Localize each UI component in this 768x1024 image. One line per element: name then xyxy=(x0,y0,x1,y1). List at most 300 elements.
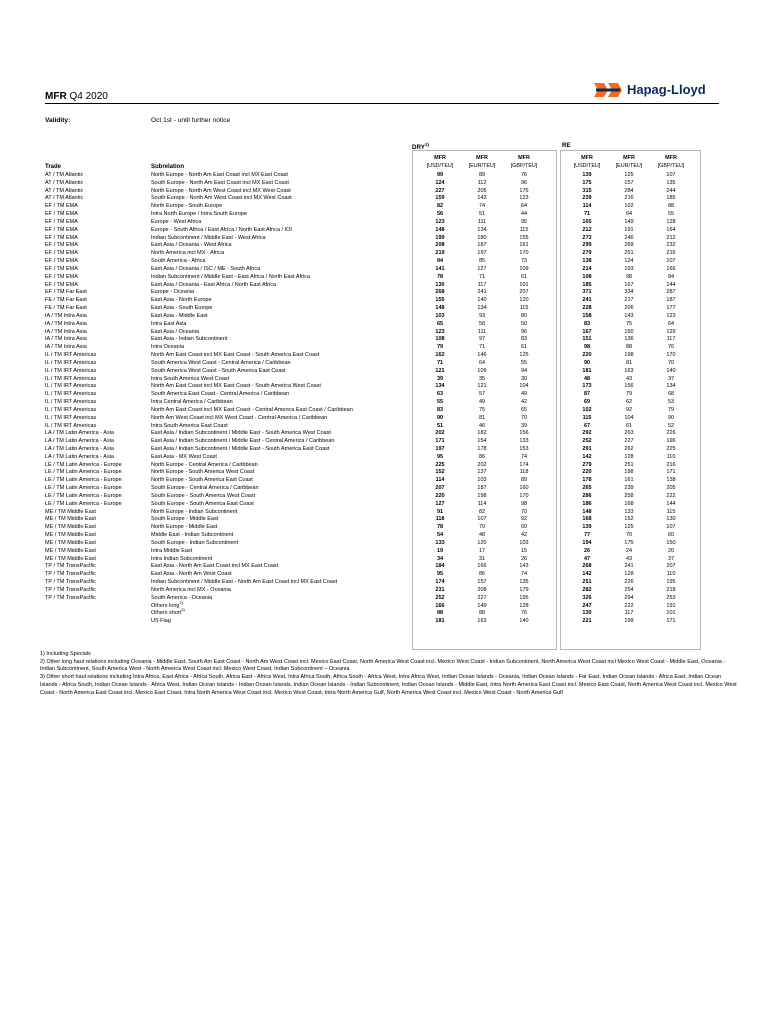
reefer-usd-cell: 175 xyxy=(582,179,592,186)
dry-usd-cell: 127 xyxy=(435,500,445,507)
subrelation-cell: South Europe - Indian Subcontinent xyxy=(151,539,239,546)
dry-eur-cell: 111 xyxy=(477,328,487,335)
trade-cell: EF / TM EMA xyxy=(45,226,78,233)
table-row xyxy=(0,266,768,274)
dry-usd-cell: 114 xyxy=(435,477,445,484)
reefer-gbp-cell: 117 xyxy=(666,336,676,343)
reefer-eur-cell: 222 xyxy=(624,602,634,609)
trade-cell: LE / TM Latin America - Europe xyxy=(45,469,122,476)
dry-usd-cell: 90 xyxy=(436,414,444,421)
subrelation-cell: Intra South America West Coast xyxy=(151,375,230,382)
dry-eur-cell: 197 xyxy=(477,250,487,257)
dry-gbp-cell: 115 xyxy=(519,226,529,233)
reefer-eur-cell: 193 xyxy=(624,265,634,272)
subrelation-cell: East Asia / Oceania - West Africa xyxy=(151,242,232,249)
subrelation-cell: North Europe - North Am West Coast incl MX West Coast xyxy=(151,187,291,194)
table-row xyxy=(0,516,768,524)
reefer-usd-cell: 282 xyxy=(582,586,592,593)
table-row xyxy=(0,579,768,587)
dry-eur-cell: 166 xyxy=(477,563,487,570)
subrelation-cell: South Europe - Central America / Caribbean xyxy=(151,485,259,492)
dry-usd-cell: 174 xyxy=(435,579,445,586)
reefer-eur-cell: 79 xyxy=(625,391,633,398)
table-row xyxy=(0,313,768,321)
reefer-eur-cell: 241 xyxy=(624,563,634,570)
table-row xyxy=(0,289,768,297)
dry-eur-cell: 75 xyxy=(478,406,486,413)
dry-eur-cell: 178 xyxy=(477,445,487,452)
dry-eur-cell: 64 xyxy=(478,359,486,366)
table-row xyxy=(0,454,768,462)
dry-gbp-cell: 170 xyxy=(519,492,529,499)
dry-eur-cell: 137 xyxy=(477,469,487,476)
dry-usd-cell: 207 xyxy=(435,485,445,492)
dry-eur-cell: 208 xyxy=(477,586,487,593)
dry-eur-cell: 31 xyxy=(478,555,486,562)
dry-usd-cell: 99 xyxy=(436,172,444,178)
reefer-eur-cell: 75 xyxy=(625,320,633,327)
dry-gbp-cell: 74 xyxy=(520,453,528,460)
reefer-usd-cell: 98 xyxy=(583,344,591,351)
dry-usd-cell: 134 xyxy=(435,383,445,390)
subrelation-cell: North Europe - Middle East xyxy=(151,524,218,531)
dry-eur-cell: 149 xyxy=(477,602,487,609)
reefer-gbp-cell: 76 xyxy=(667,344,675,351)
reefer-gbp-cell: 115 xyxy=(666,508,676,515)
reefer-usd-cell: 71 xyxy=(583,211,591,218)
table-row xyxy=(0,376,768,384)
subrelation-cell: Intra Middle East xyxy=(151,547,193,554)
reefer-usd-cell: 326 xyxy=(582,594,592,601)
reefer-eur-cell: 149 xyxy=(624,218,634,225)
reefer-eur-cell: 262 xyxy=(624,445,634,452)
dry-eur-cell: 48 xyxy=(478,532,486,539)
reefer-eur-cell: 258 xyxy=(624,492,634,499)
reefer-eur-cell: 128 xyxy=(624,453,634,460)
subrelation-cell: South Europe - North Am West Coast incl MX West Coast xyxy=(151,195,292,202)
dry-eur-cell: 85 xyxy=(478,258,486,265)
table-row xyxy=(0,462,768,470)
reefer-gbp-cell: 55 xyxy=(667,211,675,218)
dry-gbp-cell: 64 xyxy=(520,203,528,210)
reefer-usd-cell: 292 xyxy=(582,430,592,437)
dry-gbp-cell: 123 xyxy=(519,195,529,202)
reefer-eur-cell: 125 xyxy=(624,172,634,178)
dry-usd-cell: 171 xyxy=(435,438,445,445)
dry-eur-cell: 71 xyxy=(478,273,486,280)
dry-gbp-cell: 125 xyxy=(519,352,529,359)
reefer-eur-cell: 168 xyxy=(624,500,634,507)
dry-eur-cell: 134 xyxy=(477,226,487,233)
dry-eur-cell: 109 xyxy=(477,367,487,374)
reefer-gbp-cell: 123 xyxy=(666,312,676,319)
dry-eur-cell: 187 xyxy=(477,485,487,492)
reefer-eur-cell: 284 xyxy=(624,187,634,194)
dry-usd-cell: 55 xyxy=(436,399,444,406)
dry-usd-cell: 197 xyxy=(435,445,445,452)
dry-gbp-cell: 153 xyxy=(519,445,529,452)
trade-cell: ME / TM Middle East xyxy=(45,516,96,523)
reefer-usd-cell: 102 xyxy=(582,406,592,413)
dry-gbp-cell: 42 xyxy=(520,399,528,406)
subrelation-cell: Indian Subcontinent / Middle East - East Africa / North East Africa xyxy=(151,273,310,280)
trade-cell: TP / TM TransPacific xyxy=(45,563,96,570)
trade-cell: LE / TM Latin America - Europe xyxy=(45,492,122,499)
reefer-eur-cell: 206 xyxy=(624,305,634,312)
dry-eur-cell: 157 xyxy=(477,579,487,586)
subrelation-cell: East Asia - Indian Subcontinent xyxy=(151,336,228,343)
table-row xyxy=(0,563,768,571)
reefer-usd-cell: 251 xyxy=(582,579,592,586)
dry-eur-cell: 81 xyxy=(478,414,486,421)
dry-usd-cell: 34 xyxy=(436,555,444,562)
dry-gbp-cell: 65 xyxy=(520,406,528,413)
dry-eur-cell: 112 xyxy=(477,179,487,186)
reefer-eur-cell: 150 xyxy=(624,328,634,335)
reefer-gbp-cell: 79 xyxy=(667,406,675,413)
reefer-usd-cell: 142 xyxy=(582,453,592,460)
dry-gbp-cell: 80 xyxy=(520,312,528,319)
reefer-gbp-cell: 70 xyxy=(667,359,675,366)
dry-gbp-cell: 179 xyxy=(519,586,529,593)
reefer-usd-cell: 265 xyxy=(582,485,592,492)
subrelation-cell: East Asia / Oceania - East Africa / North East Africa xyxy=(151,281,277,288)
dry-usd-cell: 91 xyxy=(436,508,444,515)
subrelation-cell: Intra Indian Subcontinent xyxy=(151,555,213,562)
reefer-eur-cell: 251 xyxy=(624,250,634,257)
dry-eur-cell: 35 xyxy=(478,375,486,382)
dry-usd-cell: 152 xyxy=(435,469,445,476)
trade-cell: LA / TM Latin America - Asia xyxy=(45,445,114,452)
dry-usd-cell: 148 xyxy=(435,226,445,233)
dry-gbp-cell: 95 xyxy=(520,218,528,225)
table-row xyxy=(0,360,768,368)
subrelation-cell: South Europe - South America East Coast xyxy=(151,500,254,507)
logo-wordmark: Hapag-Lloyd xyxy=(627,82,706,97)
reefer-eur-cell: 61 xyxy=(625,422,633,429)
reefer-gbp-cell: 191 xyxy=(666,602,676,609)
dry-usd-cell: 199 xyxy=(435,234,445,241)
reefer-usd-cell: 214 xyxy=(582,265,592,272)
dry-eur-cell: 143 xyxy=(477,195,487,202)
dry-gbp-cell: 155 xyxy=(519,234,529,241)
table-row xyxy=(0,352,768,360)
reefer-gbp-cell: 84 xyxy=(667,273,675,280)
dry-usd-cell: 208 xyxy=(435,242,445,249)
reefer-eur-cell: 263 xyxy=(624,430,634,437)
dry-gbp-cell: 174 xyxy=(519,461,529,468)
reefer-gbp-cell: 185 xyxy=(666,195,676,202)
table-row xyxy=(0,235,768,243)
table-row xyxy=(0,501,768,509)
reefer-eur-cell: 199 xyxy=(624,618,634,625)
subrelation-cell: South America - Africa xyxy=(151,258,206,265)
subrelation-cell: South Europe - South America West Coast xyxy=(151,492,256,499)
reefer-gbp-cell: 166 xyxy=(666,265,676,272)
trade-cell: IL / TM IRT Americas xyxy=(45,383,97,390)
reefer-gbp-cell: 205 xyxy=(666,485,676,492)
dry-usd-cell: 78 xyxy=(436,524,444,531)
table-row xyxy=(0,548,768,556)
reefer-gbp-cell: 107 xyxy=(666,524,676,531)
trade-cell: EF / TM EMA xyxy=(45,265,78,272)
table-row xyxy=(0,446,768,454)
subrelation-cell: Intra Central America / Caribbean xyxy=(151,399,233,406)
dry-gbp-cell: 42 xyxy=(520,532,528,539)
reefer-gbp-cell: 110 xyxy=(666,453,676,460)
subrelation-cell: North Am West Coast incl MX West Coast - Central America / Caribbean xyxy=(151,414,328,421)
trade-cell: LA / TM Latin America - Asia xyxy=(45,453,114,460)
subrelation-cell: North Europe - North Am East Coast incl MX East Coast xyxy=(151,172,288,178)
dry-gbp-cell: 92 xyxy=(520,516,528,523)
reefer-usd-cell: 69 xyxy=(583,399,591,406)
table-row xyxy=(0,329,768,337)
reefer-usd-cell: 90 xyxy=(583,359,591,366)
reefer-gbp-cell: 128 xyxy=(666,218,676,225)
reefer-usd-cell: 181 xyxy=(582,367,592,374)
dry-eur-cell: 17 xyxy=(478,547,486,554)
dry-eur-cell: 134 xyxy=(477,305,487,312)
table-row xyxy=(0,532,768,540)
reefer-eur-cell: 157 xyxy=(624,179,634,186)
table-row xyxy=(0,321,768,329)
reefer-eur-cell: 70 xyxy=(625,532,633,539)
dry-eur-cell: 74 xyxy=(478,203,486,210)
table-row xyxy=(0,415,768,423)
dry-eur-cell: 107 xyxy=(477,516,487,523)
dry-gbp-cell: 70 xyxy=(520,508,528,515)
reefer-eur-cell: 152 xyxy=(624,516,634,523)
reefer-eur-cell: 156 xyxy=(624,383,634,390)
reefer-eur-cell: 191 xyxy=(624,226,634,233)
footnote-marker: 3) xyxy=(181,607,185,613)
subrelation-cell: North Europe - South America East Coast xyxy=(151,477,253,484)
dry-gbp-cell: 49 xyxy=(520,391,528,398)
trade-cell: IL / TM IRT Americas xyxy=(45,367,97,374)
subrelation-cell: East Asia / Indian Subcontinent / Middle East - South America East Coast xyxy=(151,445,330,452)
dry-gbp-cell: 50 xyxy=(520,320,528,327)
dry-eur-cell: 180 xyxy=(477,234,487,241)
subrelation-cell: North Europe - Central America / Caribbean xyxy=(151,461,258,468)
dry-gbp-cell: 128 xyxy=(519,602,529,609)
dry-eur-cell: 82 xyxy=(478,508,486,515)
footnote: 2) Other long haul relations including Oceania - Middle East, South Am East Coast - North Am West Coast incl. Mexico East Coast, North America West Coast incl. Mexico West Coast - Indian Subcontinent, North America West Coast incl Mexico West Coast - Middle East, Oceania - Indian Subcontinent, South America West - North America West Coast incl. Mexico West Coast, Indian Subcontinent – Oceania xyxy=(40,658,726,673)
subrelation-cell: Europe - West Africa xyxy=(151,218,202,225)
reefer-usd-cell: 173 xyxy=(582,383,592,390)
dry-eur-cell: 86 xyxy=(478,571,486,578)
dry-usd-cell: 65 xyxy=(436,320,444,327)
subrelation-cell: South America - Oceania xyxy=(151,594,213,601)
dry-usd-cell: 71 xyxy=(436,359,444,366)
reefer-eur-cell: 88 xyxy=(625,344,633,351)
reefer-gbp-cell: 135 xyxy=(666,179,676,186)
reefer-gbp-cell: 144 xyxy=(666,281,676,288)
dry-eur-cell: 198 xyxy=(477,492,487,499)
dry-group-label: DRY$^{1)}$ xyxy=(412,142,429,152)
validity-label: Validity: xyxy=(45,117,71,124)
dry-gbp-cell: 115 xyxy=(519,305,529,312)
reefer-usd-cell: 138 xyxy=(582,258,592,265)
subrelation-cell: South Europe - Middle East xyxy=(151,516,219,523)
table-row xyxy=(0,540,768,548)
dry-gbp-cell: 73 xyxy=(520,258,528,265)
subrelation-cell: South America East Coast - Central America / Caribbean xyxy=(151,391,290,398)
table-row xyxy=(0,242,768,250)
dry-usd-cell: 121 xyxy=(435,367,445,374)
reefer-usd-cell: 252 xyxy=(582,438,592,445)
reefer-gbp-cell: 222 xyxy=(666,492,676,499)
reefer-eur-cell: 128 xyxy=(624,571,634,578)
document-title: MFR Q4 2020 xyxy=(45,91,108,102)
reefer-usd-cell: 178 xyxy=(582,477,592,484)
reefer-eur-cell: 226 xyxy=(624,579,634,586)
reefer-eur-header: MFR [EUR/TEU] xyxy=(615,155,643,169)
reefer-eur-cell: 92 xyxy=(625,406,633,413)
dry-usd-cell: 252 xyxy=(435,594,445,601)
footnote: 3) Other short haul relations including Intra Africa, East Africa - Africa South, Africa East - Africa West, Intra Africa South, Africa South - Africa West, Intra Africa West, Indian Ocean Islands - Oceania, Indian Ocean Islands - Far East, Indian Ocean Islands - Africa East, Indian Ocean Islands - Africa South, Indian Ocean Islands - Africa West, Indian Ocean Islands - Indian Ocean Islands, Indian Ocean Islands - Indian Subcontinent, Indian Ocean Islands - Middle East, Intra North America East Coast incl. Mexico East Coast, North America West Coast incl. Mexico West Coast - North America East Coast incl. Mexico East Coast, Intra North America West Coast incl. Mexico West Coast, Intra North America Gulf, North America West Coast incl. Mexico West Coast - North America Gulf xyxy=(40,674,737,696)
dry-eur-cell: 57 xyxy=(478,391,486,398)
dry-eur-cell: 120 xyxy=(477,539,487,546)
dry-eur-cell: 121 xyxy=(477,383,487,390)
dry-eur-cell: 227 xyxy=(477,594,487,601)
reefer-gbp-cell: 110 xyxy=(666,571,676,578)
trade-cell: EF / TM EMA xyxy=(45,273,78,280)
trade-cell: IA / TM Intra Asia xyxy=(45,344,87,351)
reefer-usd-cell: 142 xyxy=(582,571,592,578)
dry-usd-cell: 118 xyxy=(435,516,445,523)
dry-gbp-header: MFR [GBP/TEU] xyxy=(510,155,538,169)
subrelation-cell: North Am East Coast incl MX East Coast - South America East Coast xyxy=(151,352,320,359)
table-row xyxy=(0,180,768,188)
subrelation-cell: East Asia / Indian Subcontinent / Middle East - South America West Coast xyxy=(151,430,331,437)
reefer-gbp-cell: 164 xyxy=(666,226,676,233)
reefer-usd-cell: 299 xyxy=(582,242,592,249)
reefer-gbp-cell: 90 xyxy=(667,414,675,421)
reefer-eur-cell: 227 xyxy=(624,438,634,445)
trade-cell: IL / TM IRT Americas xyxy=(45,375,97,382)
table-row xyxy=(0,477,768,485)
dry-gbp-cell: 161 xyxy=(519,242,529,249)
reefer-eur-cell: 334 xyxy=(624,289,634,296)
dry-gbp-cell: 135 xyxy=(519,579,529,586)
reefer-usd-cell: 47 xyxy=(583,555,591,562)
trade-cell: FE / TM Far East xyxy=(45,305,87,312)
dry-gbp-cell: 176 xyxy=(519,187,529,194)
table-row xyxy=(0,485,768,493)
dry-eur-header: MFR [EUR/TEU] xyxy=(468,155,496,169)
dry-gbp-cell: 156 xyxy=(519,430,529,437)
reefer-eur-cell: 269 xyxy=(624,242,634,249)
table-row xyxy=(0,607,768,618)
dry-eur-cell: 89 xyxy=(478,172,486,178)
table-row xyxy=(0,407,768,415)
reefer-gbp-cell: 68 xyxy=(667,391,675,398)
reefer-eur-cell: 217 xyxy=(624,297,634,304)
reefer-eur-cell: 216 xyxy=(624,195,634,202)
reefer-eur-cell: 254 xyxy=(624,586,634,593)
trade-cell: IA / TM Intra Asia xyxy=(45,336,87,343)
trade-cell: FE / TM Far East xyxy=(45,297,87,304)
dry-usd-cell: 83 xyxy=(436,406,444,413)
reefer-eur-cell: 124 xyxy=(624,258,634,265)
table-row xyxy=(0,438,768,446)
dry-gbp-cell: 30 xyxy=(520,375,528,382)
reefer-gbp-cell: 212 xyxy=(666,234,676,241)
reefer-gbp-cell: 196 xyxy=(666,438,676,445)
subrelation-cell: East Asia - Middle East xyxy=(151,312,208,319)
reefer-gbp-cell: 130 xyxy=(666,516,676,523)
dry-usd-cell: 148 xyxy=(435,305,445,312)
reefer-gbp-cell: 101 xyxy=(666,610,676,617)
dry-usd-cell: 141 xyxy=(435,265,445,272)
reefer-eur-cell: 133 xyxy=(624,508,634,515)
reefer-eur-cell: 161 xyxy=(624,477,634,484)
dry-usd-cell: 123 xyxy=(435,218,445,225)
dry-gbp-cell: 55 xyxy=(520,359,528,366)
trade-cell: LE / TM Latin America - Europe xyxy=(45,500,122,507)
reefer-eur-cell: 246 xyxy=(624,234,634,241)
table-row xyxy=(0,391,768,399)
dry-usd-cell: 220 xyxy=(435,492,445,499)
footnote-marker: 2) xyxy=(179,599,183,605)
dry-usd-cell: 19 xyxy=(436,547,444,554)
dry-eur-cell: 111 xyxy=(477,218,487,225)
subrelation-cell: East Asia / Oceania xyxy=(151,328,199,335)
dry-eur-cell: 86 xyxy=(478,453,486,460)
reefer-gbp-cell: 138 xyxy=(666,477,676,484)
dry-usd-cell: 94 xyxy=(436,258,444,265)
reefer-gbp-cell: 60 xyxy=(667,532,675,539)
dry-eur-cell: 103 xyxy=(477,477,487,484)
footnotes xyxy=(40,651,740,697)
dry-eur-cell: 51 xyxy=(478,211,486,218)
table-row xyxy=(0,336,768,344)
reefer-eur-cell: 175 xyxy=(624,539,634,546)
reefer-eur-cell: 125 xyxy=(624,524,634,531)
subrelation-cell: Others short$^{3)}$ xyxy=(151,607,185,617)
dry-eur-cell: 163 xyxy=(477,618,487,625)
dry-gbp-cell: 61 xyxy=(520,344,528,351)
dry-eur-cell: 114 xyxy=(477,500,487,507)
subrelation-cell: Others long$^{2)}$ xyxy=(151,599,183,609)
reefer-usd-cell: 158 xyxy=(582,312,592,319)
subrelation-cell: North Europe - South Europe xyxy=(151,203,223,210)
table-row xyxy=(0,250,768,258)
dry-gbp-cell: 94 xyxy=(520,367,528,374)
reefer-usd-cell: 151 xyxy=(582,336,592,343)
trade-cell: AT / TM Atlantic xyxy=(45,187,84,194)
trade-cell: ME / TM Middle East xyxy=(45,547,96,554)
table-row xyxy=(0,618,768,626)
table-row xyxy=(0,587,768,595)
dry-usd-cell: 51 xyxy=(436,422,444,429)
dry-usd-cell: 124 xyxy=(435,179,445,186)
dry-usd-cell: 54 xyxy=(436,532,444,539)
trade-cell: EF / TM EMA xyxy=(45,234,78,241)
dry-eur-cell: 140 xyxy=(477,297,487,304)
dry-gbp-cell: 44 xyxy=(520,211,528,218)
reefer-usd-cell: 220 xyxy=(582,469,592,476)
reefer-usd-cell: 241 xyxy=(582,297,592,304)
reefer-gbp-cell: 20 xyxy=(667,547,675,554)
trade-cell: IA / TM Intra Asia xyxy=(45,328,87,335)
dry-gbp-cell: 26 xyxy=(520,555,528,562)
reefer-gbp-cell: 134 xyxy=(666,383,676,390)
dry-gbp-cell: 101 xyxy=(519,281,529,288)
subrelation-cell: North Europe - South America West Coast xyxy=(151,469,255,476)
table-row xyxy=(0,595,768,603)
reefer-gbp-cell: 253 xyxy=(666,594,676,601)
